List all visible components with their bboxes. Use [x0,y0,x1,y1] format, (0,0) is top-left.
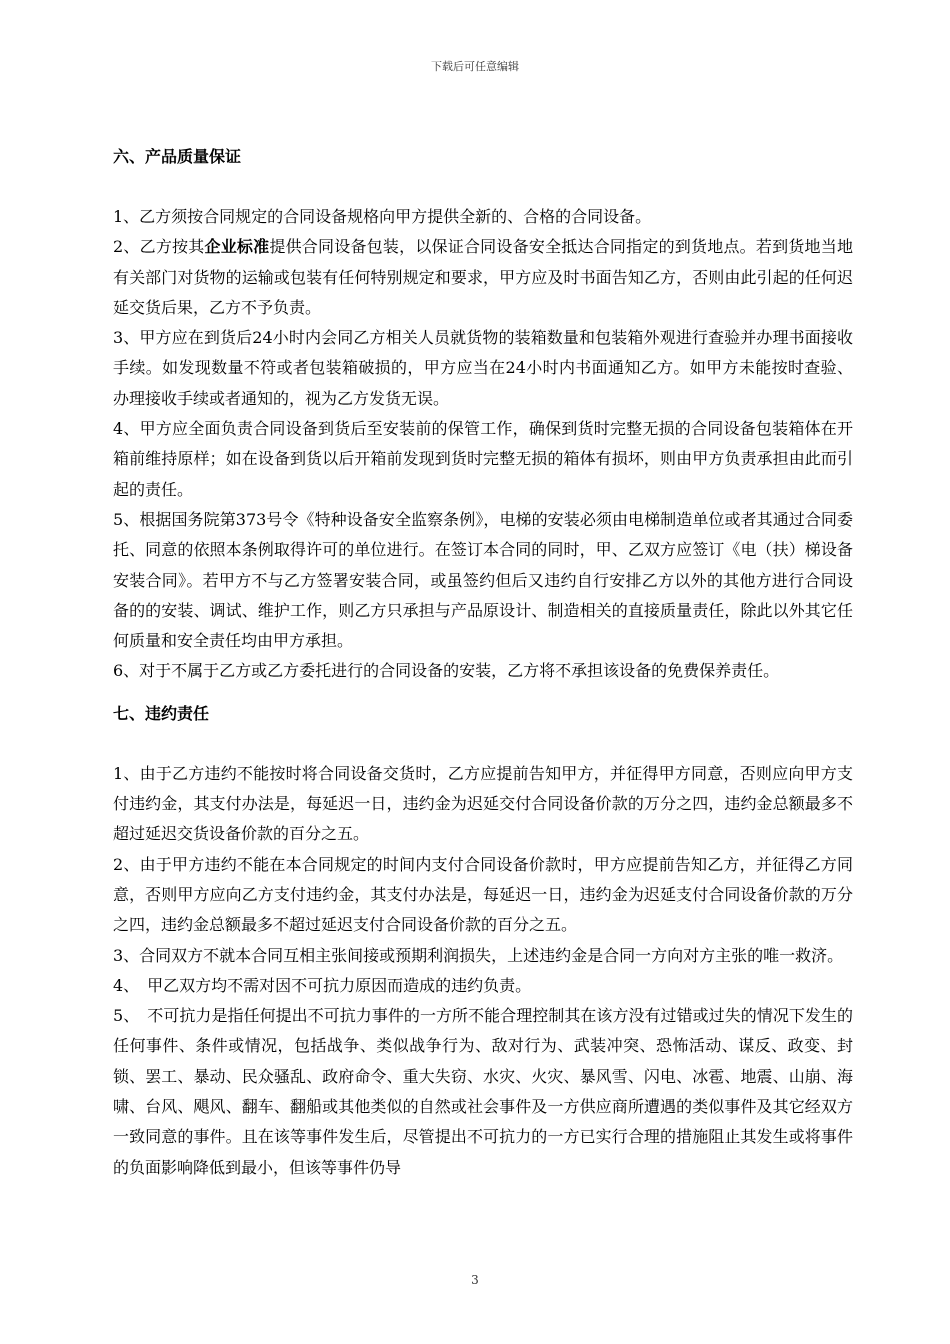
clause-6-2-rest: 提供合同设备包装，以保证合同设备安全抵达合同指定的到货地点。若到货地当地有关部门对货物的运输或包装有任何特别规定和要求，甲方应及时书面告知乙方，否则由此引起的任何迟延交货后果，乙方不予负责。 [113,237,853,317]
clause-7-1: 1、由于乙方违约不能按时将合同设备交货时，乙方应提前告知甲方，并征得甲方同意，否则应向甲方支付违约金，其支付办法是，每延迟一日，违约金为迟延交付合同设备价款的万分之四，违约金总额最多不超过延迟交货设备价款的百分之五。 [113,763,853,844]
clause-6-6: 6、对于不属于乙方或乙方委托进行的合同设备的安装，乙方将不承担该设备的免费保养责任。 [113,661,780,681]
header-note: 下载后可任意编辑 [431,60,519,73]
clause-7-2: 2、由于甲方违约不能在本合同规定的时间内支付合同设备价款时，甲方应提前告知乙方，并征得乙方同意，否则甲方应向乙方支付违约金，其支付办法是，每延迟一日，违约金为迟延支付合同设备价款的万分之四，违约金总额最多不超过延迟支付合同设备价款的百分之五。 [113,854,853,935]
clause-6-2-lead: 2、乙方按其 [113,237,205,257]
section-title-breach-liability: 七、违约责任 [113,703,210,723]
clause-6-4: 4、甲方应全面负责合同设备到货后至安装前的保管工作，确保到货时完整无损的合同设备包装箱体在开箱前维持原样；如在设备到货以后开箱前发现到货时完整无损的箱体有损坏，则由甲方负责承担由此而引起的责任。 [113,419,853,499]
clause-6-3: 3、甲方应在到货后24小时内会同乙方相关人员就货物的装箱数量和包装箱外观进行查验并办理书面接收手续。如发现数量不符或者包装箱破损的，甲方应当在24小时内书面通知乙方。如甲方未能按时查验、办理接收手续或者通知的，视为乙方发货无误。 [113,328,853,408]
clause-6-2 [113,232,853,323]
clause-7-5: 5、 不可抗力是指任何提出不可抗力事件的一方所不能合理控制其在该方没有过错或过失的情况下发生的任何事件、条件或情况，包括战争、类似战争行为、敌对行为、武装冲突、恐怖活动、谋反、政变、封锁、罢工、暴动、民众骚乱、政府命令、重大失窃、水灾、火灾、暴风雪、闪电、冰雹、地震、山崩、海啸、台风、飓风、翻车、翻船或其他类似的自然或社会事件及一方供应商所遭遇的类似事件及其它经双方一致同意的事件。且在该等事件发生后，尽管提出不可抗力的一方已实行合理的措施阻止其发生或将事件的负面影响降低到最小，但该等事件仍导 [113,1006,853,1177]
clause-7-4: 4、 甲乙双方均不需对因不可抗力原因而造成的违约负责。 [113,975,532,995]
clause-6-1: 1、乙方须按合同规定的合同设备规格向甲方提供全新的、合格的合同设备。 [113,207,652,226]
clause-7-3: 3、合同双方不就本合同互相主张间接或预期利润损失，上述违约金是合同一方向对方主张的唯一救济。 [113,945,844,965]
clause-6-2-emphasis: 企业标准 [204,237,270,257]
page-number: 3 [471,1273,479,1287]
section-title-quality-guarantee: 六、产品质量保证 [113,147,242,166]
clause-6-5: 5、根据国务院第373号令《特种设备安全监察条例》，电梯的安装必须由电梯制造单位或者其通过合同委托、同意的依照本条例取得许可的单位进行。在签订本合同的同时，甲、乙双方应签订《电（扶）梯设备安装合同》。若甲方不与乙方签署安装合同，或虽签约但后又违约自行安排乙方以外的其他方进行合同设备的的安装、调试、维护工作，则乙方只承担与产品原设计、制造相关的直接质量责任，除此以外其它任何质量和安全责任均由甲方承担。 [113,509,853,651]
document-content [113,142,853,1183]
